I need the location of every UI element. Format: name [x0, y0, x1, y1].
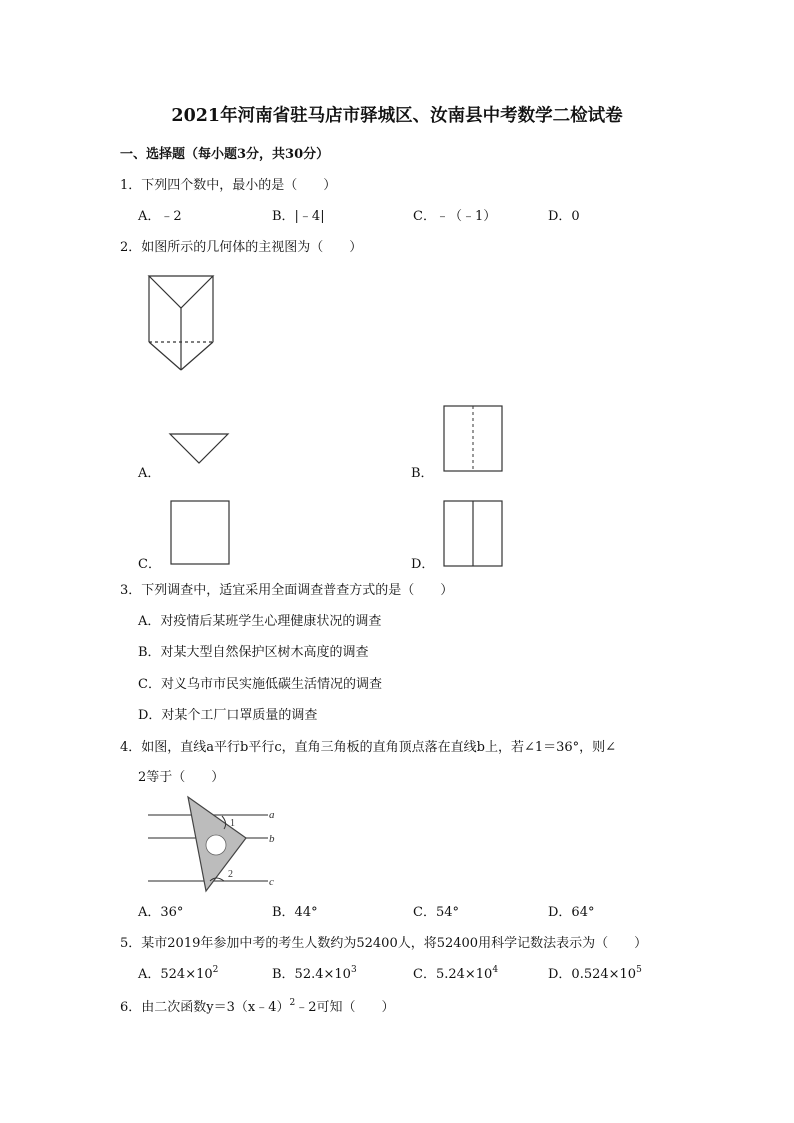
- question-5-option-b: B．$52.4\times 10^3$: [272, 965, 357, 982]
- question-2-stem: 2．如图所示的几何体的主视图为（ ）: [120, 240, 363, 255]
- question-4-option-c: C．54°: [413, 905, 459, 920]
- question-4-option-a: A．36°: [138, 905, 184, 920]
- question-4-option-d: D．64°: [548, 905, 595, 920]
- question-3-option-c: C．对义乌市市民实施低碳生活情况的调查: [138, 677, 382, 692]
- question-1-option-c: C．﹣（﹣1）: [413, 209, 497, 224]
- line-c-label: c: [269, 876, 274, 888]
- option-c-square-figure: [170, 500, 230, 566]
- option-a-triangle-figure: [168, 432, 230, 466]
- question-3-option-b: B．对某大型自然保护区树木高度的调查: [138, 645, 369, 660]
- question-1-option-a: A．﹣2: [138, 209, 182, 224]
- line-b-label: b: [269, 833, 275, 845]
- section-heading: 一、选择题（每小题3分，共30分）: [120, 147, 330, 162]
- question-5-option-d: D．$0.524\times 10^5$: [548, 965, 642, 982]
- question-3-option-d: D．对某个工厂口罩质量的调查: [138, 708, 318, 723]
- question-1-option-d: D．0: [548, 209, 580, 224]
- question-3-stem: 3．下列调查中，适宜采用全面调查普查方式的是（ ）: [120, 583, 454, 598]
- question-2-option-c-label: C．: [138, 557, 161, 572]
- question-5-stem: 5．某市2019年参加中考的考生人数约为52400人，将52400用科学记数法表示为（ ）: [120, 936, 648, 951]
- question-4-option-b: B．44°: [272, 905, 318, 920]
- parallel-lines-triangle-figure: [140, 793, 285, 895]
- question-3-option-a: A．对疫情后某班学生心理健康状况的调查: [138, 614, 382, 629]
- option-d-rect-solid-figure: [443, 500, 503, 568]
- angle-1-label: 1: [230, 818, 235, 829]
- question-4-stem-line2: 2等于（ ）: [138, 770, 225, 785]
- page-title: 2021年河南省驻马店市驿城区、汝南县中考数学二检试卷: [171, 106, 623, 126]
- option-b-rect-dashed-figure: [443, 405, 503, 473]
- question-6-stem: 6．由二次函数y＝3（x﹣4）$^2$﹣2可知（ ）: [120, 998, 395, 1015]
- question-1-option-b: B．|﹣4|: [272, 209, 325, 224]
- question-5-option-c: C．$5.24\times 10^4$: [413, 965, 499, 982]
- question-2-option-d-label: D．: [411, 557, 435, 572]
- question-4-stem-line1: 4．如图，直线a平行b平行c，直角三角板的直角顶点落在直线b上，若∠1＝36°，则∠: [120, 740, 617, 755]
- angle-2-label: 2: [228, 869, 233, 880]
- question-5-option-a: A．$524\times 10^2$: [138, 965, 219, 982]
- question-2-option-a-label: A．: [138, 466, 161, 481]
- question-2-option-b-label: B．: [411, 466, 434, 481]
- question-1-stem: 1．下列四个数中，最小的是（ ）: [120, 178, 337, 193]
- line-a-label: a: [269, 809, 275, 821]
- prism-figure: [145, 272, 217, 374]
